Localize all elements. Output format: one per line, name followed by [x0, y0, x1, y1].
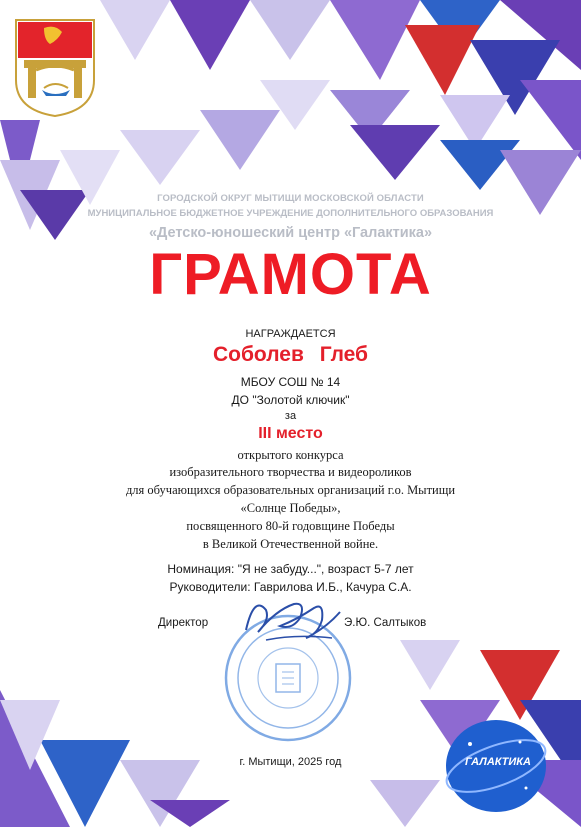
place-awarded: III место — [258, 425, 323, 442]
certificate-title: ГРАМОТА — [149, 242, 432, 307]
header-line-1: ГОРОДСКОЙ ОКРУГ МЫТИЩИ МОСКОВСКОЙ ОБЛАСТИ — [157, 193, 424, 204]
coat-of-arms-icon — [14, 18, 96, 118]
supervisors: Руководители: Гаврилова И.Б., Качура С.А. — [169, 580, 412, 594]
for-label: за — [284, 410, 297, 422]
contest-line: изобразительного творчества и видеороликов — [169, 465, 412, 479]
club-name: ДО "Золотой ключик" — [231, 393, 350, 407]
director-name: Э.Ю. Салтыков — [344, 617, 427, 629]
director-label: Директор — [158, 617, 209, 629]
contest-line: открытого конкурса — [237, 448, 344, 462]
contest-line: посвященного 80-й годовщине Победы — [186, 519, 395, 533]
contest-line: «Солнце Победы», — [240, 501, 341, 515]
contest-line: в Великой Отечественной войне. — [202, 537, 379, 551]
header-line-2: МУНИЦИПАЛЬНОЕ БЮДЖЕТНОЕ УЧРЕЖДЕНИЕ ДОПОЛНИТЕЛЬНОГО ОБРАЗОВАНИЯ — [87, 208, 494, 219]
recipient-name: Соболев Глеб — [212, 343, 369, 366]
galaktika-logo-text: ГАЛАКТИКА — [464, 756, 531, 768]
signature-icon — [236, 590, 346, 650]
school-name: МБОУ СОШ № 14 — [240, 375, 341, 389]
header-organization: «Детско-юношеский центр «Галактика» — [148, 225, 433, 241]
awarded-label: НАГРАЖДАЕТСЯ — [245, 328, 336, 340]
footer-city-year: г. Мытищи, 2025 год — [239, 756, 342, 768]
nomination: Номинация: "Я не забуду...", возраст 5-7 лет — [167, 562, 414, 576]
contest-line: для обучающихся образовательных организаций г.о. Мытищи — [125, 483, 456, 497]
